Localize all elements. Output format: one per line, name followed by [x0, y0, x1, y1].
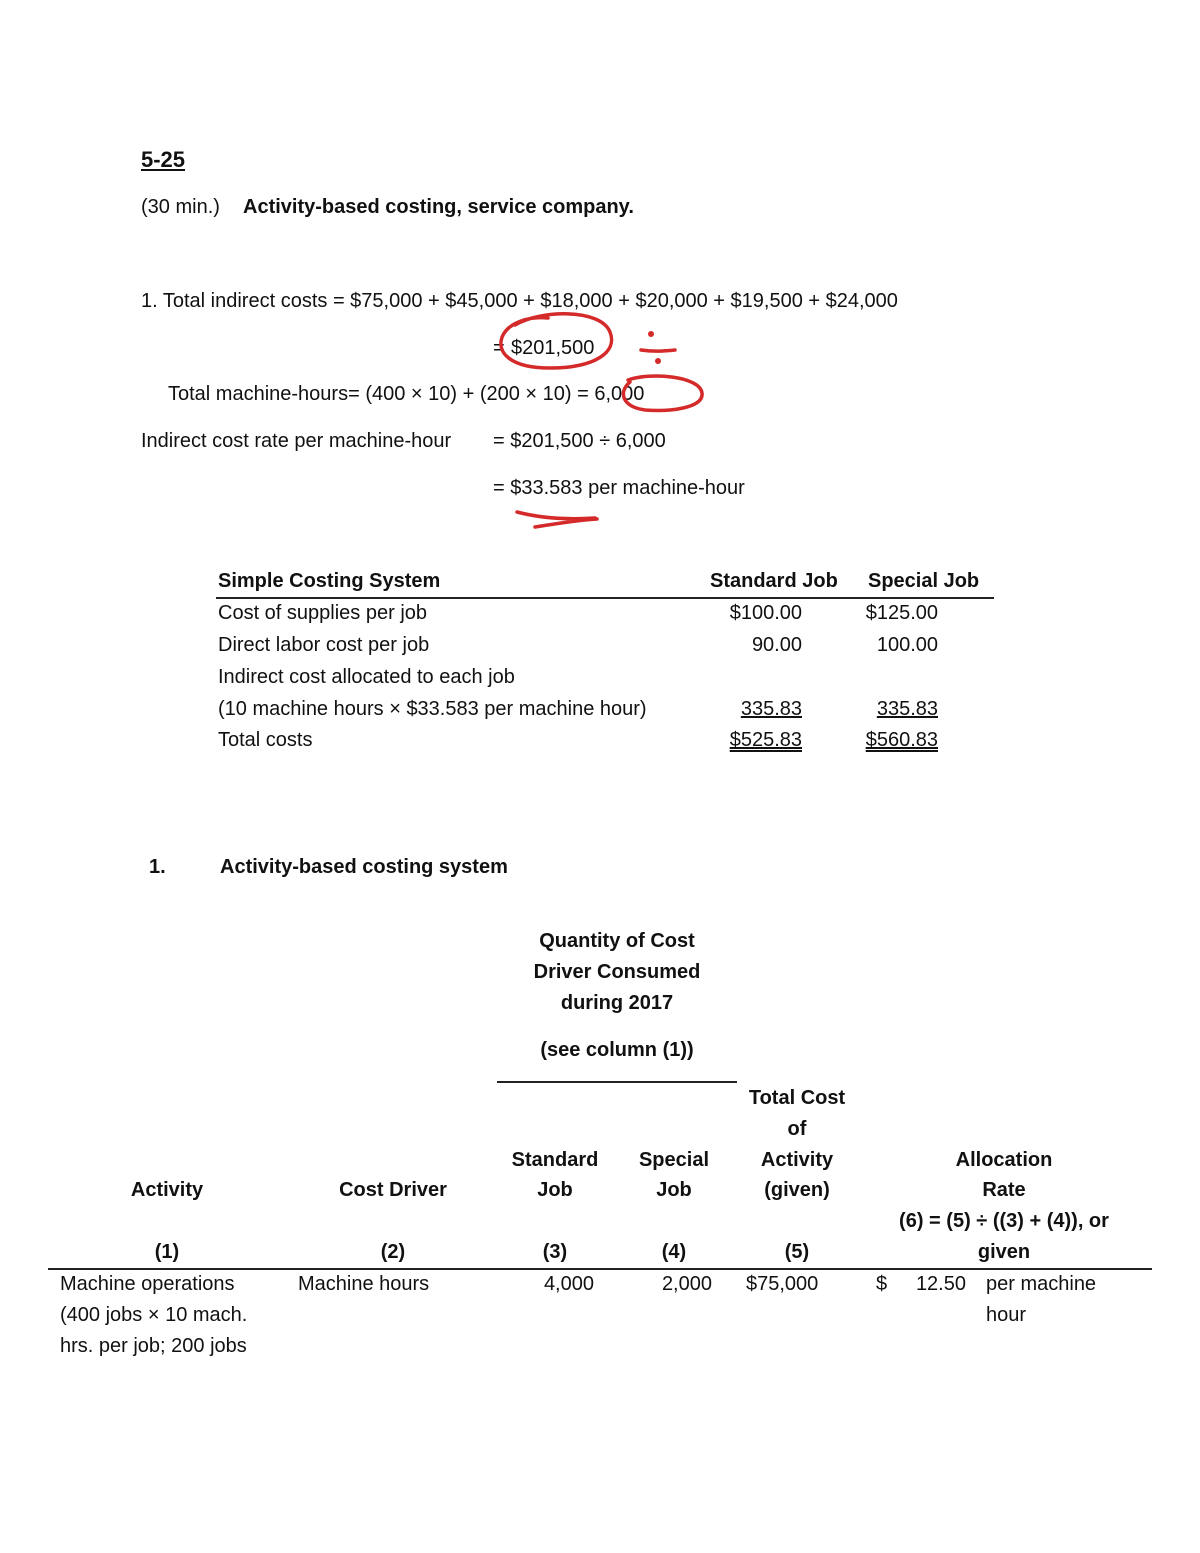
abc-header-rule	[48, 1268, 1152, 1270]
row-label-total: Total costs	[218, 729, 313, 751]
standard-header-2: Job	[537, 1179, 573, 1201]
total-cost-header-4: (given)	[764, 1179, 830, 1201]
special-quantity-cell: 2,000	[661, 1273, 712, 1295]
section-number: 1.	[149, 856, 166, 878]
row-label: (10 machine hours × $33.583 per machine hour)	[218, 698, 647, 720]
total-indirect-costs-line: 1. Total indirect costs = $75,000 + $45,000 + $18,000 + $20,000 + $19,500 + $24,000	[141, 290, 898, 312]
cost-driver-header: Cost Driver	[339, 1179, 447, 1201]
rate-header-3: (6) = (5) ÷ ((3) + (4)), or	[899, 1210, 1109, 1232]
time-estimate: (30 min.)	[141, 196, 220, 218]
rate-dollar-sign: $	[876, 1273, 888, 1295]
indirect-rate-result: = $33.583 per machine-hour	[493, 477, 745, 499]
row-label: Indirect cost allocated to each job	[218, 666, 515, 688]
rate-header-4: given	[977, 1241, 1031, 1263]
standard-total: $525.83	[729, 729, 802, 751]
special-total: $560.83	[865, 729, 938, 751]
problem-number: 5-25	[141, 147, 186, 172]
rate-header-2: Rate	[982, 1179, 1026, 1201]
cost-driver-cell: Machine hours	[298, 1273, 430, 1295]
rate-value-cell: 12.50	[915, 1273, 966, 1295]
problem-title: Activity-based costing, service company.	[243, 196, 634, 218]
equals-sign: =	[493, 337, 505, 359]
standard-job-header: Standard Job	[710, 570, 838, 592]
underline-arrow-annotation	[517, 512, 597, 527]
simple-table-header: Simple Costing System	[218, 570, 441, 592]
group-header-line1: Quantity of Cost	[539, 930, 695, 952]
rate-header-1: Allocation	[955, 1149, 1053, 1171]
section-title: Activity-based costing system	[220, 856, 508, 878]
special-value: $125.00	[865, 602, 938, 624]
special-value: 335.83	[876, 698, 938, 720]
col-number-5: (5)	[784, 1241, 810, 1263]
divide-dot-top	[648, 331, 654, 337]
group-header-line2: Driver Consumed	[533, 961, 701, 983]
standard-header-1: Standard	[511, 1149, 599, 1171]
total-cost-header-3: Activity	[760, 1149, 834, 1171]
standard-value: $100.00	[729, 602, 802, 624]
rate-unit-line2: hour	[986, 1304, 1027, 1326]
standard-value: 335.83	[740, 698, 802, 720]
special-value: 100.00	[876, 634, 938, 656]
col-number-1: (1)	[154, 1241, 180, 1263]
indirect-rate-formula: = $201,500 ÷ 6,000	[493, 430, 666, 452]
header-rule	[216, 597, 994, 599]
total-machine-hours-line: Total machine-hours= (400 × 10) + (200 × 10) = 6,000	[168, 383, 645, 405]
activity-cell-line3: hrs. per job; 200 jobs	[60, 1335, 247, 1357]
special-header-2: Job	[656, 1179, 692, 1201]
activity-header: Activity	[130, 1179, 204, 1201]
group-header-line3: during 2017	[560, 992, 674, 1014]
rate-unit-line1: per machine	[986, 1273, 1097, 1295]
col-number-2: (2)	[380, 1241, 406, 1263]
special-job-header: Special Job	[868, 570, 980, 592]
total-cost-cell: $75,000	[746, 1273, 819, 1295]
col-number-3: (3)	[542, 1241, 568, 1263]
col-number-4: (4)	[661, 1241, 687, 1263]
total-cost-header-1: Total Cost	[748, 1087, 846, 1109]
special-header-1: Special	[638, 1149, 710, 1171]
activity-cell-line2: (400 jobs × 10 mach.	[60, 1304, 248, 1326]
group-header-rule	[497, 1081, 737, 1083]
group-header-note: (see column (1))	[540, 1039, 694, 1061]
standard-quantity-cell: 4,000	[543, 1273, 594, 1295]
divide-dot-bottom	[655, 358, 661, 364]
standard-value: 90.00	[751, 634, 802, 656]
divide-dash-annotation	[641, 350, 675, 351]
indirect-rate-label: Indirect cost rate per machine-hour	[141, 430, 452, 452]
total-cost-header-2: of	[787, 1118, 807, 1140]
row-label: Direct labor cost per job	[218, 634, 430, 656]
row-label: Cost of supplies per job	[218, 602, 428, 624]
total-indirect-value: $201,500	[511, 337, 595, 359]
activity-cell-line1: Machine operations	[60, 1273, 235, 1295]
